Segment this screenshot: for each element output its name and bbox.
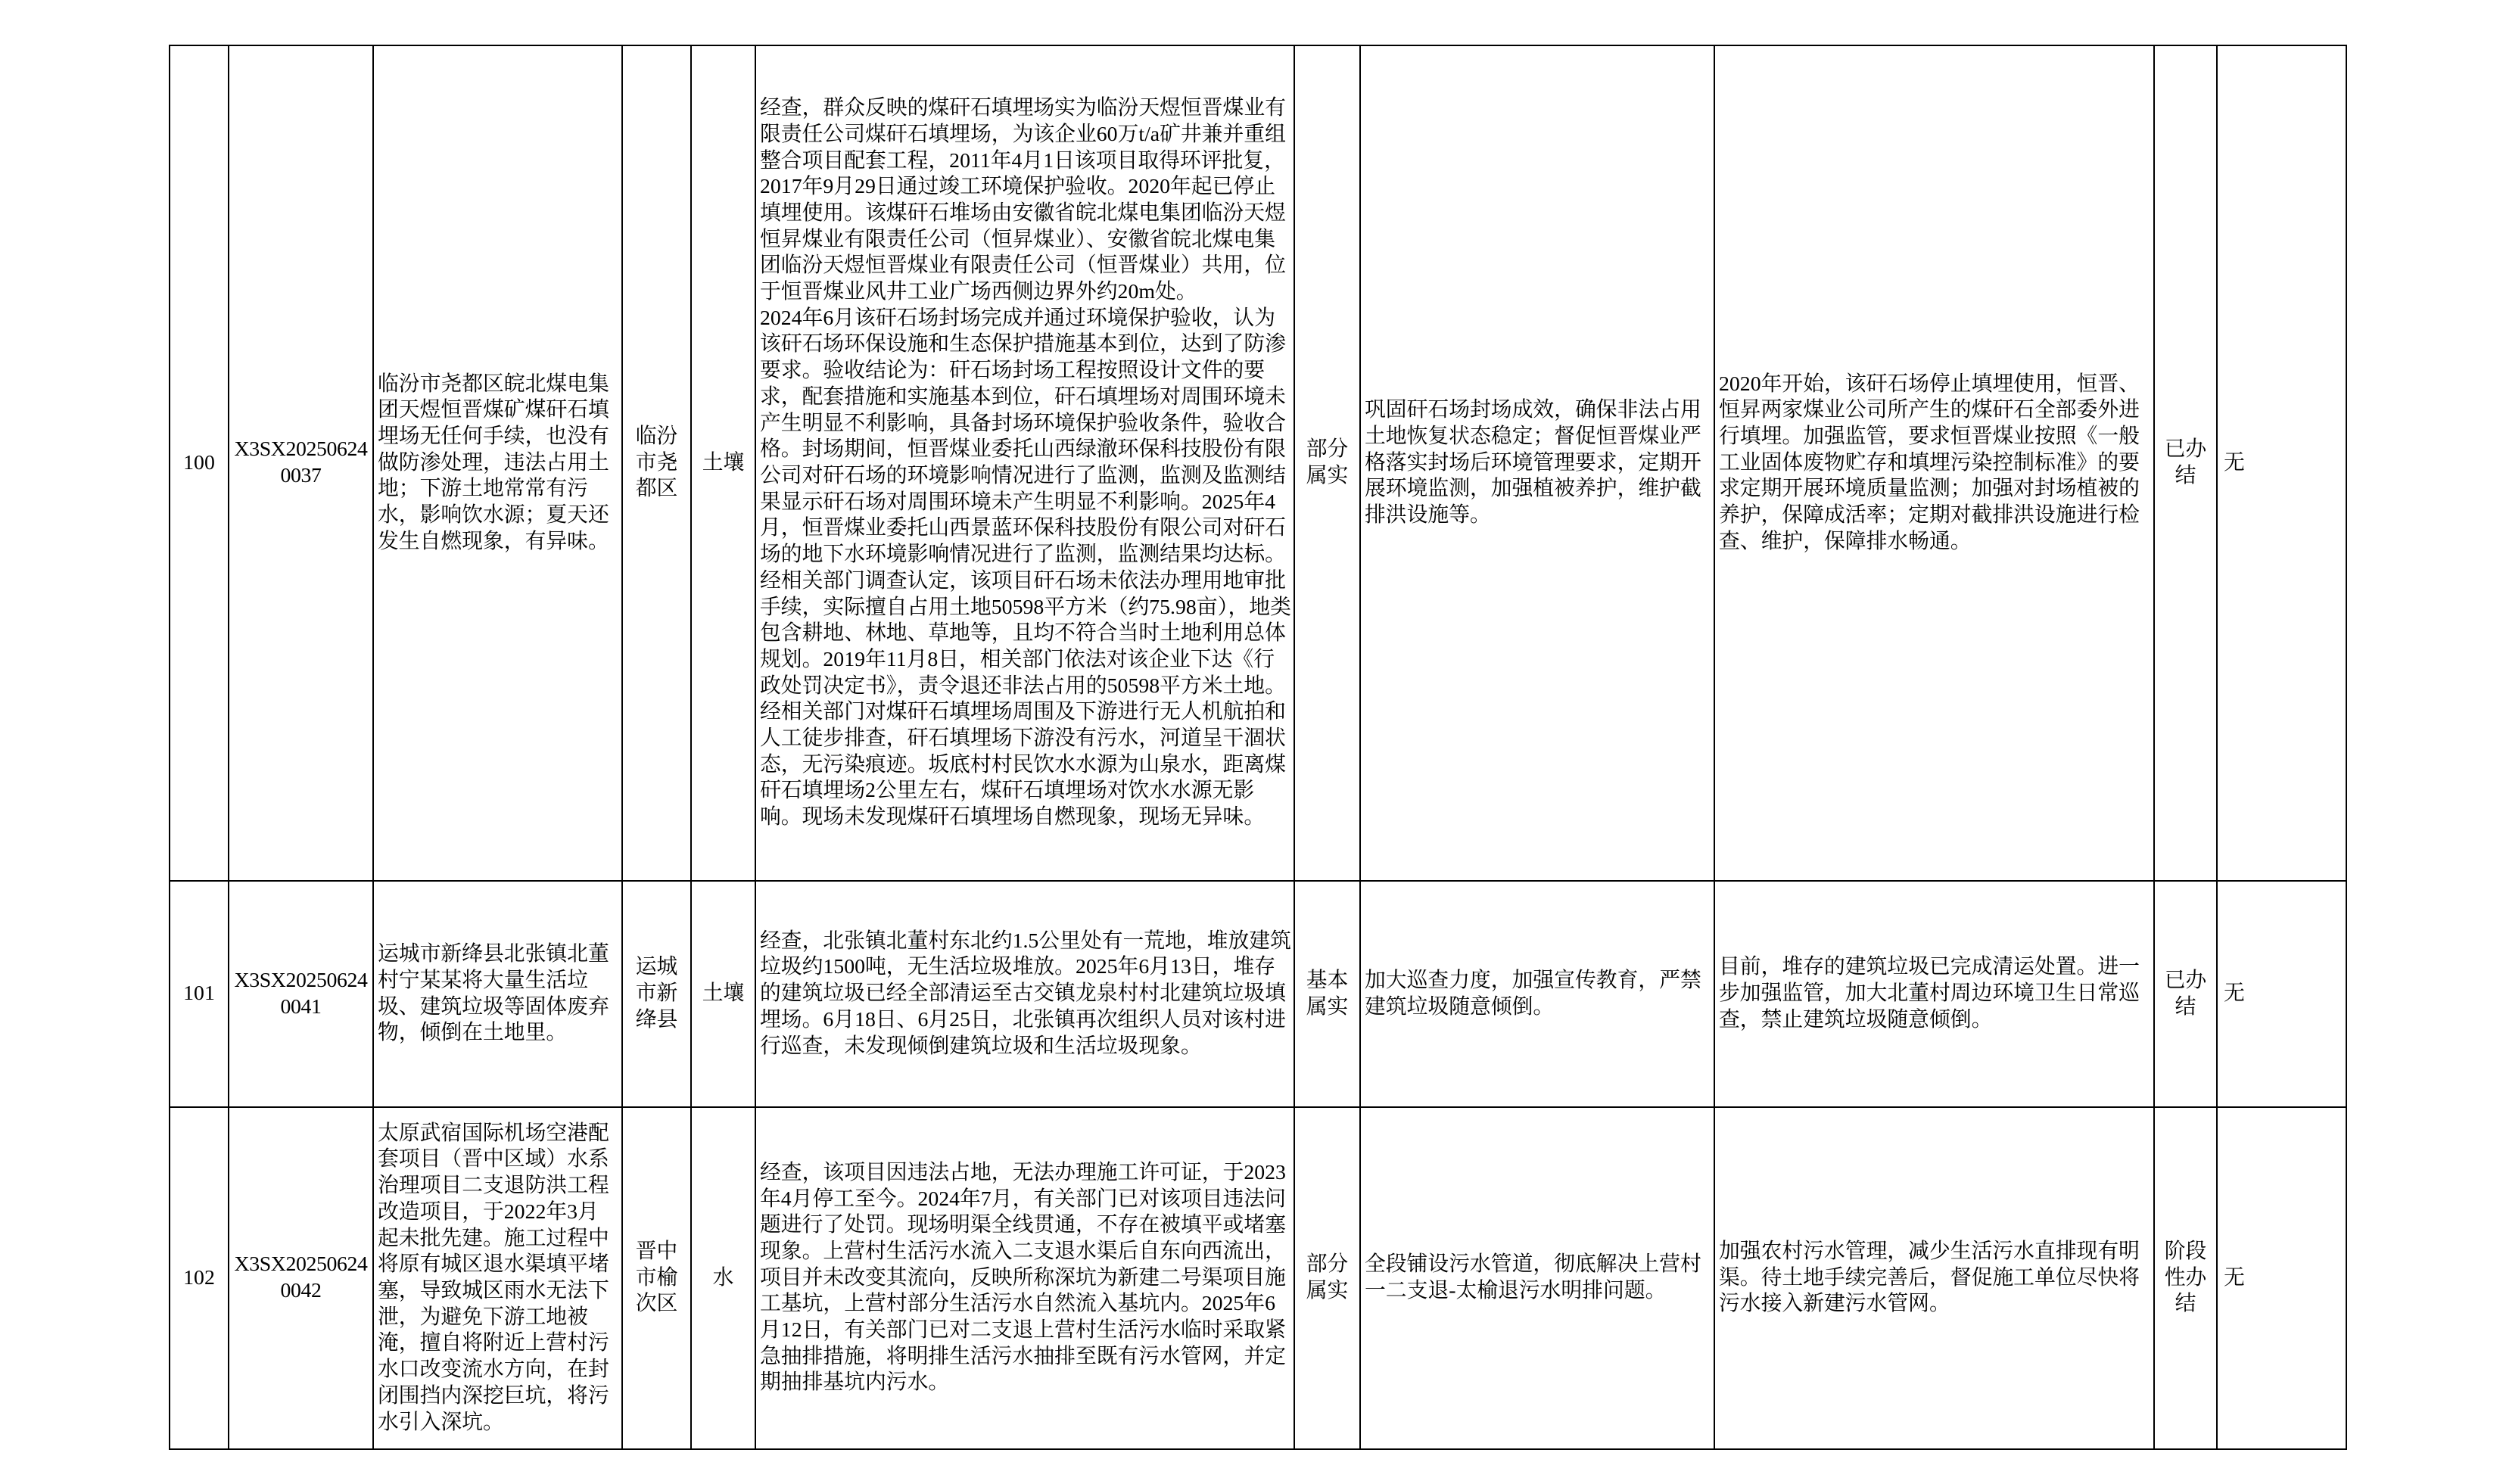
row-number: 101 (183, 982, 215, 1006)
verified-cell (1294, 1107, 1360, 1449)
row-number-cell (170, 1107, 229, 1449)
verification-status: 部分属实 (1306, 1252, 1349, 1302)
case-id: X3SX202506240042 (234, 1252, 368, 1302)
investigation-paragraph: 经查，群众反映的煤矸石填埋场实为临汾天煜恒晋煤业有限责任公司煤矸石填埋场，为该企业60万t/a矿井兼并重组整合项目配套工程，2011年4月1日该项目取得环评批复，2017年9月29日通过竣工环境保护验收。2020年起已停止填埋使用。该煤矸石堆场由安徽省皖北煤电集团临汾天煜恒昇煤业有限责任公司（恒昇煤业）、安徽省皖北煤电集团临汾天煜恒晋煤业有限责任公司（恒晋煤业）共用，位于恒晋煤业风井工业广场西侧边界外约20m处。 (760, 96, 1286, 304)
handling-cell (1360, 881, 1714, 1107)
case-id-cell (229, 45, 373, 881)
completion-status: 已办结 (2164, 437, 2207, 487)
pollution-category: 水 (712, 1265, 734, 1290)
investigation-result (760, 1160, 1291, 1396)
rectification-cell (1714, 881, 2154, 1107)
table-row (170, 881, 2346, 1107)
pollution-category: 土壤 (702, 982, 745, 1006)
accountability-cell (2217, 881, 2346, 1107)
status-cell (2154, 1107, 2217, 1449)
investigation-paragraph: 2024年6月该矸石场封场完成并通过环境保护验收，认为该矸石场环保设施和生态保护措施基本到位，达到了防渗要求。验收结论为：矸石场封场工程按照设计文件的要求，配套措施和实施基本到位，矸石填埋场对周围环境未产生明显不利影响，具备封场环境保护验收条件，验收合格。封场期间，恒晋煤业委托山西绿澈环保科技股份有限公司对矸石场的环境影响情况进行了监测，监测及监测结果显示矸石场对周围环境未产生明显不利影响。2025年4月，恒晋煤业委托山西景蓝环保科技股份有限公司对矸石场的地下水环境影响情况进行了监测，监测结果均达标。 (760, 306, 1286, 567)
district-cell (622, 1107, 691, 1449)
handling-cell (1360, 1107, 1714, 1449)
case-id: X3SX202506240037 (234, 437, 368, 487)
table-row (170, 45, 2346, 881)
district: 晋中市榆次区 (635, 1239, 678, 1316)
status-cell (2154, 45, 2217, 881)
accountability: 无 (2224, 450, 2245, 474)
investigation-paragraph: 经相关部门对煤矸石填埋场周围及下游进行无人机航拍和人工徒步排查，矸石填埋场下游没有污水，河道呈干涸状态，无污染痕迹。坂底村村民饮水水源为山泉水，距离煤矸石填埋场2公里左右，煤矸石填埋场对饮水水源无影响。现场未发现煤矸石填埋场自燃现象，现场无异味。 (760, 700, 1286, 829)
case-id-cell (229, 881, 373, 1107)
district-cell (622, 45, 691, 881)
district-cell (622, 881, 691, 1107)
completion-status: 已办结 (2164, 968, 2207, 1019)
complaint-cell (373, 1107, 622, 1449)
pollution-category: 土壤 (702, 450, 745, 474)
handling-opinion: 巩固矸石场封场成效，确保非法占用土地恢复状态稳定；督促恒晋煤业严格落实封场后环境管理要求，定期开展环境监测，加强植被养护，维护截排洪设施等。 (1365, 398, 1701, 527)
accountability-cell (2217, 1107, 2346, 1449)
investigation-paragraph: 经相关部门调查认定，该项目矸石场未依法办理用地审批手续，实际擅自占用土地50598平方米（约75.98亩），地类包含耕地、林地、草地等，且均不符合当时土地利用总体规划。2019年11月8日，相关部门依法对该企业下达《行政处罚决定书》，责令退还非法占用的50598平方米土地。 (760, 568, 1291, 698)
investigation-result (760, 929, 1291, 1060)
verified-cell (1294, 45, 1360, 881)
complaint-content: 临汾市尧都区皖北煤电集团天煜恒晋煤矿煤矸石填埋场无任何手续，也没有做防渗处理，违法占用土地；下游土地常常有污水，影响饮水源；夏天还发生自燃现象，有异味。 (378, 372, 609, 553)
rectification-cell (1714, 1107, 2154, 1449)
case-id-cell (229, 1107, 373, 1449)
verification-status: 部分属实 (1306, 437, 1349, 487)
row-number: 100 (183, 450, 215, 474)
handling-opinion: 加大巡查力度，加强宣传教育，严禁建筑垃圾随意倾倒。 (1365, 968, 1701, 1019)
category-cell (691, 881, 755, 1107)
investigation-cell (755, 45, 1294, 881)
complaint-cell (373, 881, 622, 1107)
district: 运城市新绛县 (635, 955, 678, 1031)
accountability: 无 (2224, 1265, 2245, 1290)
investigation-paragraph: 经查，北张镇北董村东北约1.5公里处有一荒地，堆放建筑垃圾约1500吨，无生活垃圾堆放。2025年6月13日，堆存的建筑垃圾已经全部清运至古交镇龙泉村村北建筑垃圾填埋场。6月18日、6月25日，北张镇再次组织人员对该村进行巡查，未发现倾倒建筑垃圾和生活垃圾现象。 (760, 929, 1291, 1058)
investigation-cell (755, 1107, 1294, 1449)
accountability-cell (2217, 45, 2346, 881)
rectification-measures: 加强农村污水管理，减少生活污水直排现有明渠。待土地手续完善后，督促施工单位尽快将污水接入新建污水管网。 (1719, 1239, 2140, 1316)
rectification-measures: 2020年开始，该矸石场停止填埋使用，恒晋、恒昇两家煤业公司所产生的煤矸石全部委外进行填埋。加强监管，要求恒晋煤业按照《一般工业固体废物贮存和填埋污染控制标准》的要求定期开展环境质量监测；加强对封场植被的养护，保障成活率；定期对截排洪设施进行检查、维护，保障排水畅通。 (1719, 372, 2140, 553)
row-number-cell (170, 881, 229, 1107)
district: 临汾市尧都区 (635, 424, 678, 501)
complaint-content: 运城市新绛县北张镇北董村宁某某将大量生活垃圾、建筑垃圾等固体废弃物，倾倒在土地里。 (378, 942, 609, 1045)
investigation-cell (755, 881, 1294, 1107)
handling-opinion: 全段铺设污水管道，彻底解决上营村一二支退-太榆退污水明排问题。 (1365, 1252, 1701, 1302)
complaint-cell (373, 45, 622, 881)
accountability: 无 (2224, 982, 2245, 1006)
rectification-cell (1714, 45, 2154, 881)
handling-cell (1360, 45, 1714, 881)
case-id: X3SX202506240041 (234, 968, 368, 1019)
category-cell (691, 45, 755, 881)
row-number: 102 (183, 1265, 215, 1290)
rectification-measures: 目前，堆存的建筑垃圾已完成清运处置。进一步加强监管，加大北董村周边环境卫生日常巡查，禁止建筑垃圾随意倾倒。 (1719, 955, 2140, 1031)
row-number-cell (170, 45, 229, 881)
verified-cell (1294, 881, 1360, 1107)
investigation-result (760, 95, 1291, 831)
verification-status: 基本属实 (1306, 968, 1349, 1019)
completion-status: 阶段性办结 (2164, 1239, 2207, 1316)
investigation-paragraph: 经查，该项目因违法占地，无法办理施工许可证，于2023年4月停工至今。2024年7月，有关部门已对该项目违法问题进行了处罚。现场明渠全线贯通，不存在被填平或堵塞现象。上营村生活污水流入二支退水渠后自东向西流出，项目并未改变其流向，反映所称深坑为新建二号渠项目施工基坑，上营村部分生活污水自然流入基坑内。2025年6月12日，有关部门已对二支退上营村生活污水临时采取紧急抽排措施，将明排生活污水抽排至既有污水管网，并定期抽排基坑内污水。 (760, 1160, 1286, 1395)
status-cell (2154, 881, 2217, 1107)
complaint-content: 太原武宿国际机场空港配套项目（晋中区域）水系治理项目二支退防洪工程改造项目，于2022年3月起未批先建。施工过程中将原有城区退水渠填平堵塞，导致城区雨水无法下泄，为避免下游工地被淹，擅自将附近上营村污水口改变流水方向，在封闭围挡内深挖巨坑，将污水引入深坑。 (378, 1121, 609, 1434)
case-table (169, 45, 2347, 1450)
category-cell (691, 1107, 755, 1449)
table-row (170, 1107, 2346, 1449)
